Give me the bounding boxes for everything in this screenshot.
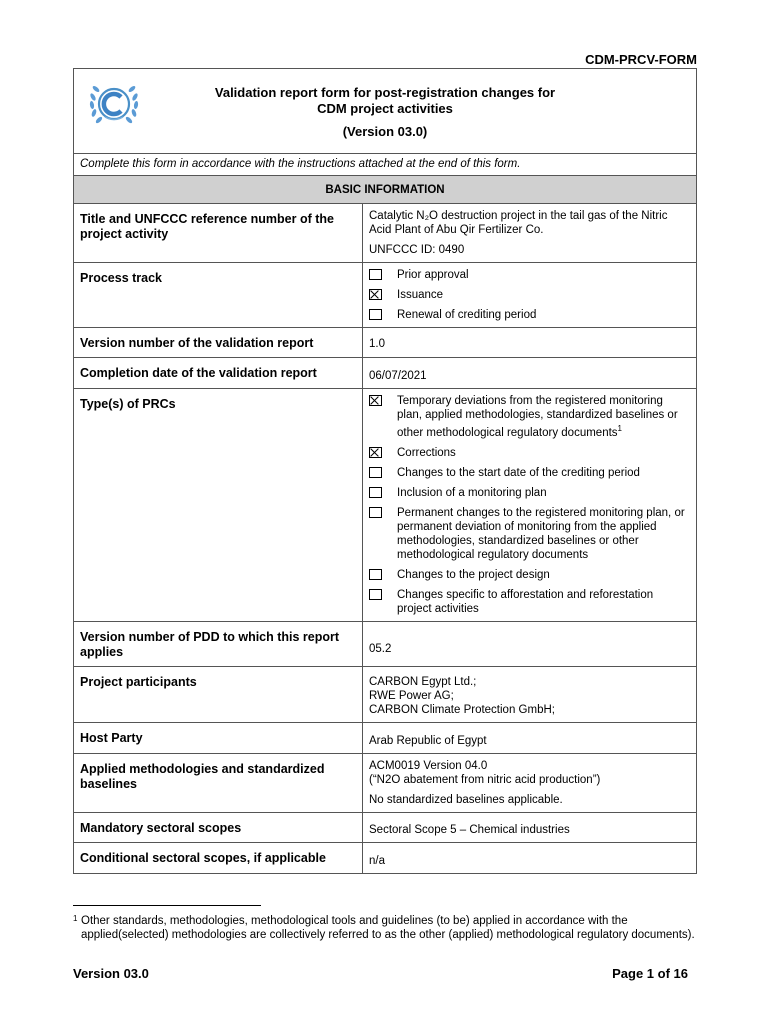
form-title-line2: CDM project activities — [317, 101, 453, 116]
prc-type-checkbox[interactable] — [369, 487, 382, 498]
footnote-number: 1 — [73, 914, 78, 923]
methodologies-value — [363, 753, 697, 812]
completion-date-row — [74, 358, 697, 389]
version-report-value: 1.0 — [363, 328, 697, 358]
process-track-option-label: Renewal of crediting period — [397, 309, 537, 321]
project-title: Catalytic N₂O destruction project in the tail gas of the Nitric Acid Plant of Abu Qir Fertilizer Co. — [369, 210, 668, 236]
process-track-option-label: Issuance — [397, 289, 444, 301]
form-header — [74, 69, 697, 154]
process-track-checkbox[interactable] — [369, 309, 382, 320]
completion-date-label: Completion date of the validation report — [74, 358, 363, 389]
process-track-options — [363, 263, 697, 328]
form-version: (Version 03.0) — [342, 124, 428, 139]
pdd-version-value: 05.2 — [363, 621, 697, 666]
unfccc-id: UNFCCC ID: 0490 — [369, 244, 465, 256]
prc-type-option-label: Changes specific to afforestation and reforestation project activities — [397, 588, 654, 615]
page-number: Page 1 of 16 — [612, 966, 688, 981]
prc-types-row — [74, 389, 697, 622]
participants-label: Project participants — [74, 666, 363, 722]
prc-type-checkbox[interactable] — [369, 467, 382, 478]
title-label: Title and UNFCCC reference number of the project activity — [74, 204, 363, 263]
footnote-separator — [73, 905, 261, 906]
prc-type-option-label: Changes to the project design — [397, 568, 550, 581]
process-track-row — [74, 263, 697, 328]
prc-type-option-label: Changes to the start date of the crediting period — [397, 466, 640, 479]
pdd-version-row — [74, 621, 697, 666]
prc-types-label: Type(s) of PRCs — [74, 389, 363, 622]
prc-type-option-label: Temporary deviations from the registered monitoring plan, applied methodologies, standardized baselines or other methodological regulatory documents$^1$ — [397, 395, 678, 439]
footnote-text: Other standards, methodologies, methodological tools and guidelines (to be) applied in accordance with the applied(selected) methodologies are collectively referred to as the other (applied) methodological regulatory documents). — [81, 915, 695, 941]
methodology: ACM0019 Version 04.0 — [369, 759, 488, 772]
section-heading: BASIC INFORMATION — [74, 176, 697, 204]
prc-type-option-label: Inclusion of a monitoring plan — [397, 486, 547, 499]
version-report-row — [74, 328, 697, 358]
form-title-line1: Validation report form for post-registration changes for — [214, 85, 556, 100]
methodology-description: (“N2O abatement from nitric acid production”) — [369, 773, 601, 786]
prc-type-option-label: Permanent changes to the registered monitoring plan, or permanent deviation of monitoring from the applied methodologies, standardized baselines or other methodological regulatory documents — [397, 506, 685, 561]
participant: RWE Power AG; — [369, 689, 454, 702]
participants-value — [363, 666, 697, 722]
prc-type-checkbox[interactable] — [369, 507, 382, 518]
completion-date-value: 06/07/2021 — [363, 358, 697, 389]
baselines-note: No standardized baselines applicable. — [369, 793, 563, 806]
mandatory-scopes-label: Mandatory sectoral scopes — [74, 812, 363, 842]
mandatory-scopes-row — [74, 812, 697, 842]
prc-type-checkbox[interactable] — [369, 589, 382, 600]
footer-version: Version 03.0 — [73, 966, 149, 981]
conditional-scopes-label: Conditional sectoral scopes, if applicable — [74, 842, 363, 873]
instructions-text: Complete this form in accordance with the instructions attached at the end of this form. — [74, 154, 697, 176]
host-party-label: Host Party — [74, 722, 363, 753]
participant: CARBON Egypt Ltd.; — [369, 675, 477, 688]
participant: CARBON Climate Protection GmbH; — [369, 703, 555, 716]
process-track-option-label: Prior approval — [397, 269, 469, 281]
conditional-scopes-value: n/a — [363, 842, 697, 873]
process-track-checkbox[interactable] — [369, 289, 382, 300]
host-party-row — [74, 722, 697, 753]
pdd-version-label: Version number of PDD to which this report applies — [74, 621, 363, 666]
mandatory-scopes-value: Sectoral Scope 5 – Chemical industries — [363, 812, 697, 842]
prc-type-checkbox[interactable] — [369, 447, 382, 458]
validation-form-table — [73, 68, 697, 874]
version-report-label: Version number of the validation report — [74, 328, 363, 358]
host-party-value: Arab Republic of Egypt — [363, 722, 697, 753]
participants-row — [74, 666, 697, 722]
title-value — [363, 204, 697, 263]
prc-type-checkbox[interactable] — [369, 395, 382, 406]
footnote — [73, 914, 698, 942]
title-row — [74, 204, 697, 263]
form-id: CDM-PRCV-FORM — [585, 52, 697, 67]
prc-types-options — [363, 389, 697, 622]
prc-type-option-label: Corrections — [397, 446, 456, 459]
process-track-label: Process track — [74, 263, 363, 328]
footnote-ref: 1 — [617, 424, 622, 433]
methodologies-row — [74, 753, 697, 812]
prc-type-checkbox[interactable] — [369, 569, 382, 580]
conditional-scopes-row — [74, 842, 697, 873]
process-track-checkbox[interactable] — [369, 269, 382, 280]
methodologies-label: Applied methodologies and standardized baselines — [74, 753, 363, 812]
